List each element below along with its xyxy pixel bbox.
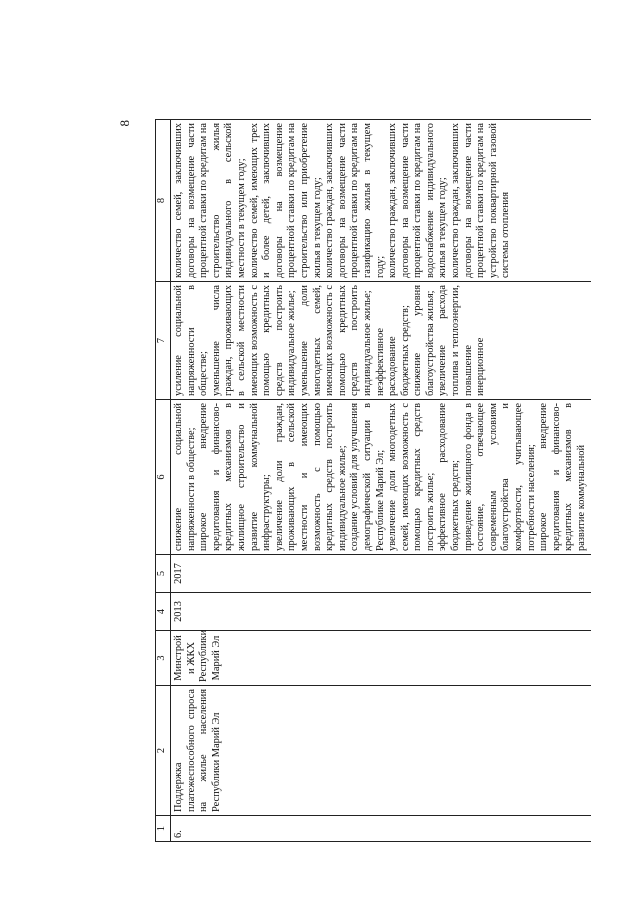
- rotated-page: [107, 120, 587, 842]
- col-header-8: 8: [156, 120, 171, 282]
- col-header-6: 6: [156, 400, 171, 555]
- list-item: снижение уровня благоустройства жилья;: [412, 285, 436, 396]
- list-item: количество семей, заключивших договоры на возмещение части процентной ставки по кредитам на строительство жилья индивидуального в сельской местности в текущем году;: [173, 123, 247, 278]
- column-number-row: [156, 120, 171, 842]
- row-number: 6.: [171, 816, 591, 842]
- expected-results: [171, 400, 591, 555]
- page-number: 8: [117, 120, 132, 127]
- list-item: количество семей, имеющих трех и более детей, заключивших договоры на возмещение процентной ставки по кредитам на строительство или приобретение жилья в текущем году;: [248, 123, 323, 278]
- measure-name: Поддержка платежеспособного спроса на жилье населения Республики Марий Эл: [171, 686, 591, 816]
- col-header-2: 2: [156, 686, 171, 816]
- col-header-5: 5: [156, 555, 171, 593]
- list-item: увеличение расхода топлива и теплоэнергии, повышение инерционное: [437, 285, 487, 396]
- list-item: уменьшение числа граждан, проживающих в сельской местности имеющих возможность с помощью кредитных средств построить индивидуальное жилье;: [210, 285, 298, 396]
- list-item: увеличение доли многодетных семей, имеющих возможность с помощью кредитных средств построить жилье;: [387, 403, 436, 551]
- executor: Минстрой и ЖКХ Республики Марий Эл: [171, 631, 591, 686]
- start-year: 2013: [171, 593, 591, 631]
- list-item: количество граждан, заключивших договоры на возмещение части процентной ставки по кредитам на газификацию жилья в текущем году;: [324, 123, 386, 278]
- list-item: широкое внедрение кредитования и финансово-кредитных механизмов в развитие коммунальной: [538, 403, 587, 551]
- list-item: приведение жилищного фонда в состояние, отвечающее современным условиям благоустройства и комфортности, учитывающее потребности населения;: [462, 403, 537, 551]
- col-header-1: 1: [156, 816, 171, 842]
- list-item: эффективное расходование бюджетных средств;: [437, 403, 462, 551]
- list-item: увеличение доли граждан, проживающих в сельской местности и имеющих возможность с помощью кредитных средств построить индивидуальное жилье;: [273, 403, 348, 551]
- list-item: количество граждан, заключивших договоры на возмещение части процентной ставки по кредитам на устройство поквартирной газовой системы отопления: [450, 123, 512, 278]
- non-implementation-consequences: [171, 282, 591, 400]
- target-indicators: [171, 120, 591, 282]
- col-header-7: 7: [156, 282, 171, 400]
- table-row: [171, 120, 591, 842]
- end-year: 2017: [171, 555, 591, 593]
- list-item: создание условий для улучшения демографической ситуации в Республике Марий Эл;: [349, 403, 386, 551]
- list-item: снижение социальной напряженности в обществе;: [173, 403, 197, 551]
- col-header-4: 4: [156, 593, 171, 631]
- list-item: усиление социальной напряженности в обществе;: [173, 285, 210, 396]
- program-table: [155, 119, 591, 842]
- list-item: широкое внедрение кредитования и финансово-кредитных механизмов в жилищное строительство и развитие коммунальной инфраструктуры;: [198, 403, 273, 551]
- list-item: уменьшение доли многодетных семей, имеющих возможность с помощью кредитных средств построить индивидуальное жилье;: [298, 285, 373, 396]
- col-header-3: 3: [156, 631, 171, 686]
- list-item: неэффективное расходование бюджетных средств;: [374, 305, 411, 396]
- list-item: количество граждан, заключивших договоры на возмещение части процентной ставки по кредитам на водоснабжение индивидуального жилья в текущем году;: [387, 123, 449, 278]
